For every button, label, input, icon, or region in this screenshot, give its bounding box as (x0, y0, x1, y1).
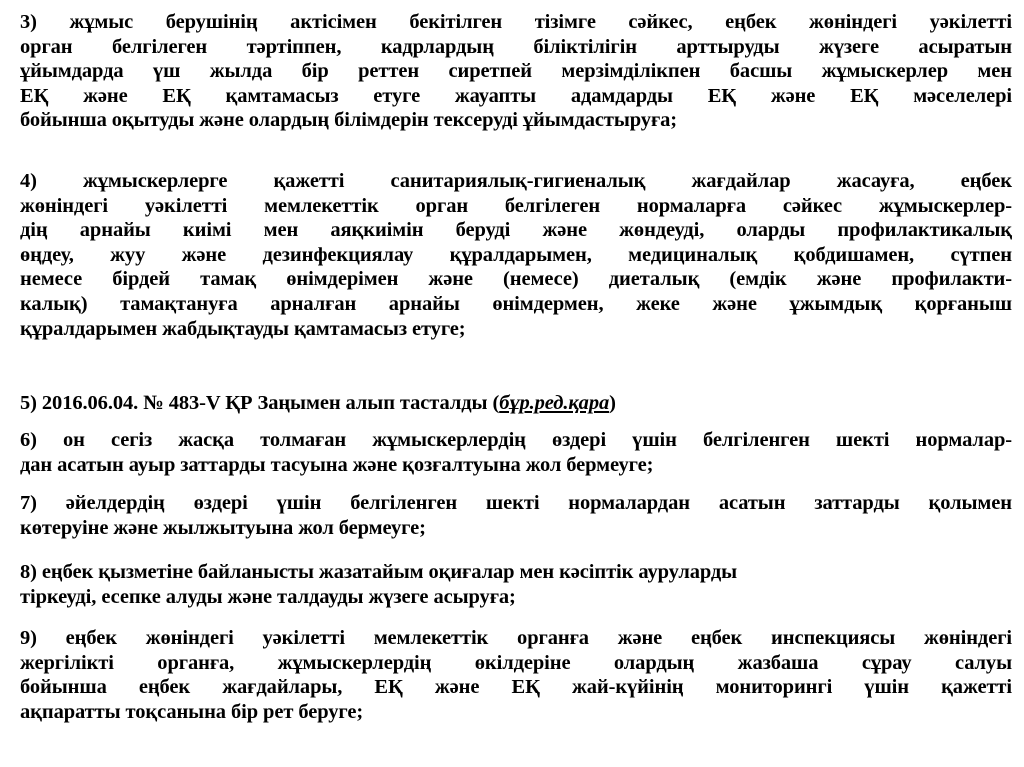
clause-line: құралдарымен жабдықтауды қамтамасыз етуге; (20, 317, 466, 340)
clause-line: ЕҚ және ЕҚ қамтамасыз етуге жауапты адамдарды ЕҚ және ЕҚ мәселелері (20, 84, 1012, 107)
clause-3 (20, 10, 1012, 133)
clause-line: 4) жұмыскерлерге қажетті санитариялық-гигиеналық жағдайлар жасауға, еңбек (20, 170, 1012, 192)
previous-edition-link[interactable]: бұр.ред.қара (499, 392, 610, 414)
clause-5-text: 5) 2016.06.04. № 483-V ҚР Заңымен алып тасталды ( (20, 392, 500, 414)
clause-line: ұйымдарда үш жылда бір реттен сиретпей мерзімділікпен басшы жұмыскерлер мен (20, 60, 1012, 83)
clause-7 (20, 491, 1012, 540)
clause-line: ақпаратты тоқсанына бір рет беруге; (20, 700, 364, 723)
clause-4 (20, 169, 1012, 341)
clause-line: жергілікті органға, жұмыскерлердің өкілдеріне олардың жазбаша сұрау салуы (20, 651, 1012, 674)
clause-line: 9) еңбек жөніндегі уәкілетті мемлекеттік органға және еңбек инспекциясы жөніндегі (20, 627, 1012, 649)
clause-line: бойынша оқытуды және олардың білімдерін тексеруді ұйымдастыруға; (20, 109, 678, 132)
clause-line: 6) он сегіз жасқа толмаған жұмыскерлердің өздері үшін белгіленген шекті нормалар- (20, 429, 1012, 451)
clause-line: дің арнайы киімі мен аяқкиімін беруді және жөндеуді, оларды профилактикалық (20, 219, 1012, 242)
clause-line: өңдеу, жуу және дезинфекциялау құралдарымен, медициналық қобдишамен, сүтпен (20, 243, 1012, 266)
clause-line: орган белгілеген тәртіппен, кадрлардың біліктілігін арттыруды жүзеге асыратын (20, 35, 1012, 58)
clause-8 (20, 560, 1012, 609)
clause-line: 7) әйелдердің өздері үшін белгіленген шекті нормалардан асатын заттарды қолымен (20, 492, 1012, 514)
clause-5-text-end: ) (609, 392, 616, 414)
clause-6 (20, 428, 1012, 477)
clause-line: дан асатын ауыр заттарды тасуына және қозғалтуына жол бермеуге; (20, 453, 654, 476)
clause-line (20, 391, 1012, 416)
clause-line: 3) жұмыс берушінің актісімен бекітілген тізімге сәйкес, еңбек жөніндегі уәкілетті (20, 11, 1012, 33)
clause-line: көтеруіне және жылжытуына жол бермеуге; (20, 516, 426, 539)
clause-line: жөніндегі уәкілетті мемлекеттік орган белгілеген нормаларға сәйкес жұмыскерлер- (20, 194, 1012, 217)
clause-line: калық) тамақтануға арналған арнайы өнімдермен, жеке және ұжымдық қорғаныш (20, 292, 1012, 315)
clause-9 (20, 626, 1012, 724)
clause-line: немесе бірдей тамақ өнімдерімен және (немесе) диеталық (емдік және профилакти- (20, 268, 1012, 291)
clause-line: тіркеуді, есепке алуды және талдауды жүзеге асыруға; (20, 585, 516, 608)
clause-5 (20, 391, 1012, 416)
clause-line: бойынша еңбек жағдайлары, ЕҚ және ЕҚ жай-күйінің мониторингі үшін қажетті (20, 676, 1012, 699)
clause-line: 8) еңбек қызметіне байланысты жазатайым оқиғалар мен кәсіптік ауруларды (20, 561, 738, 583)
